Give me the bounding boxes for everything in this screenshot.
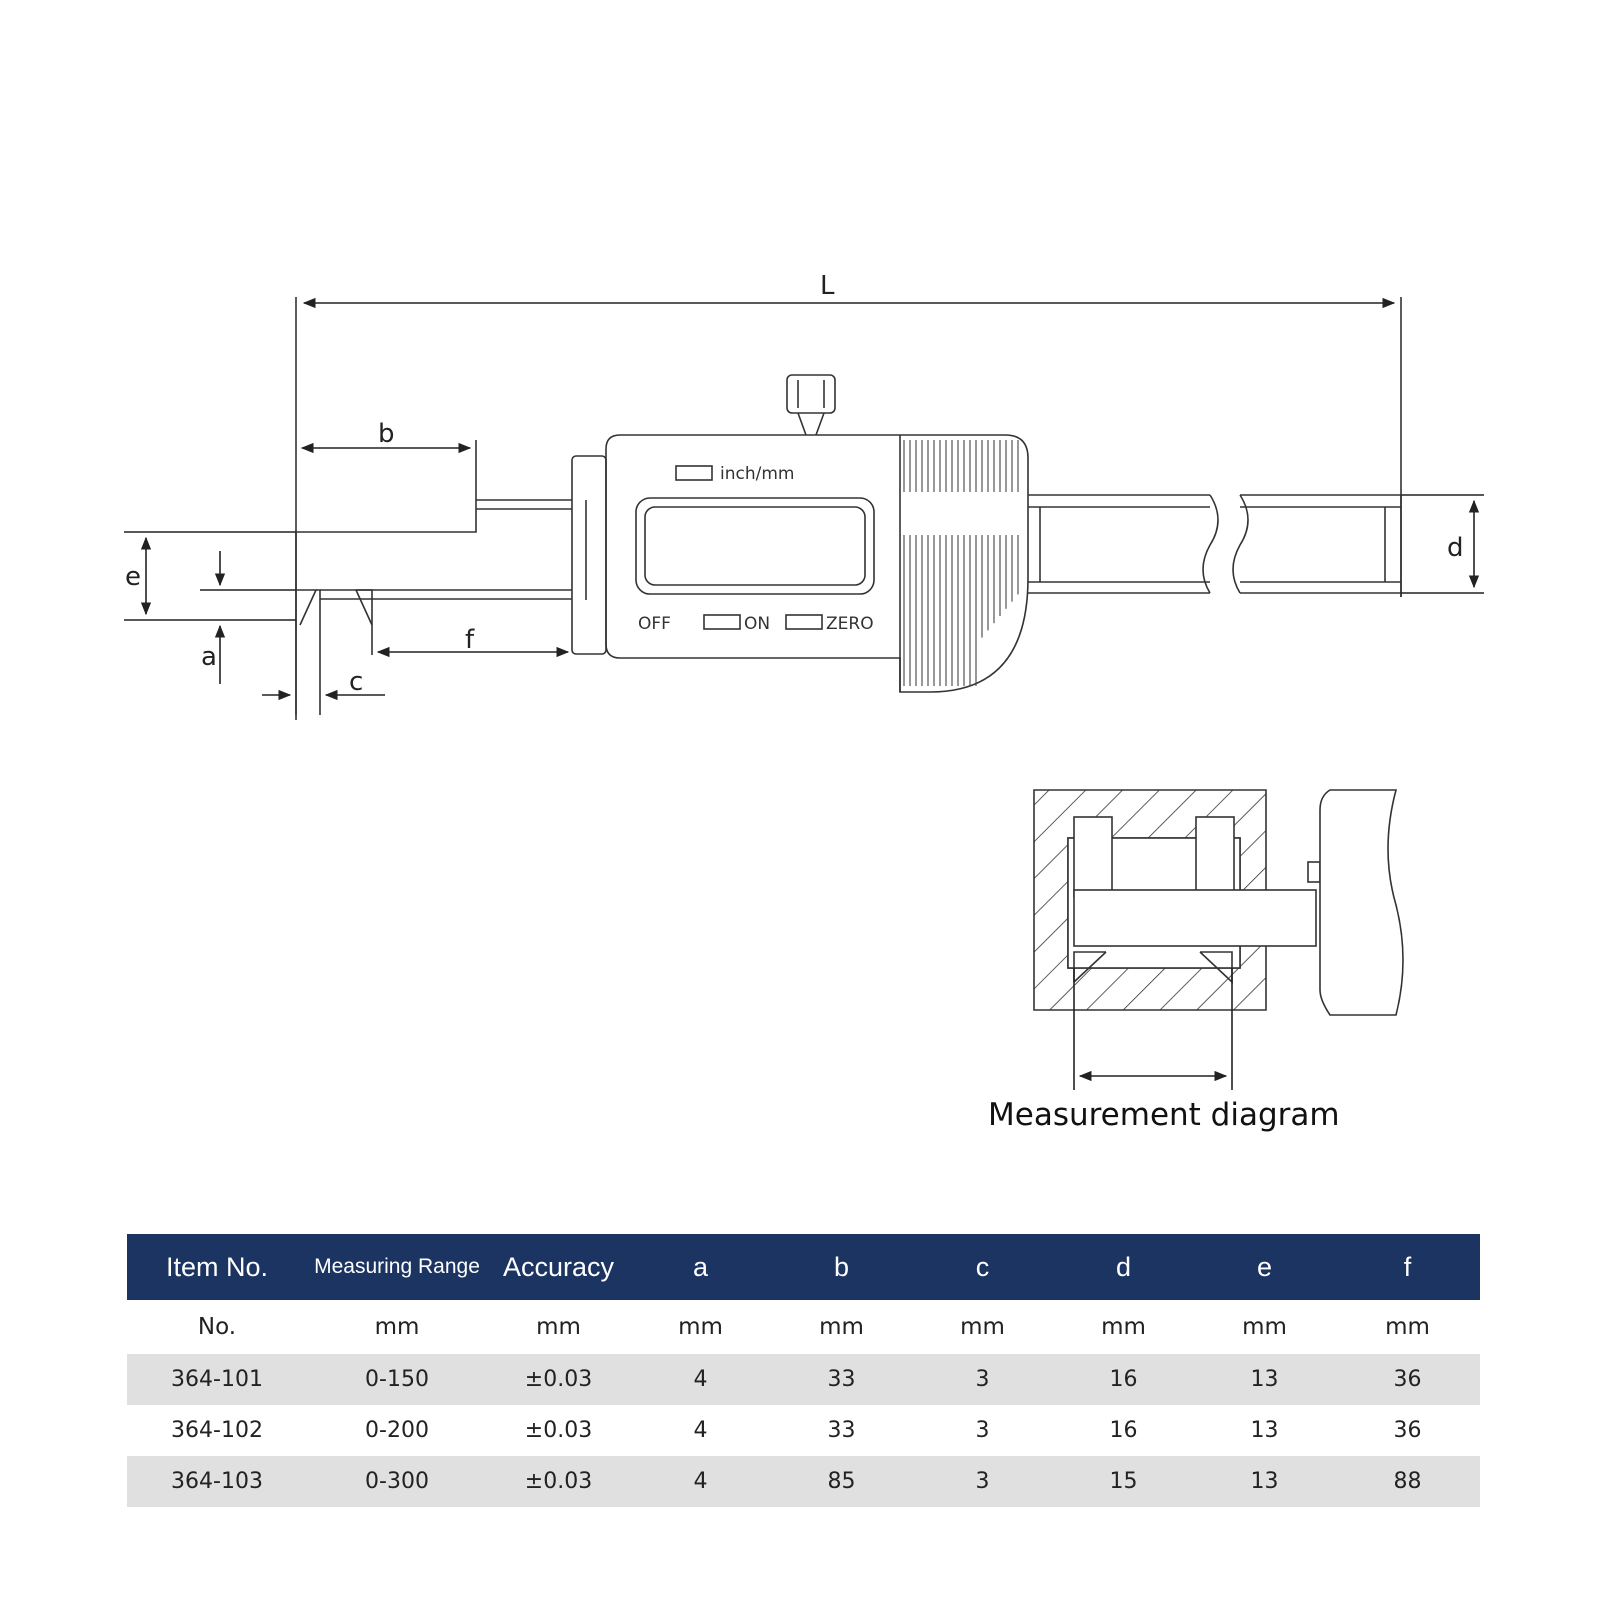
table-cell: 13 — [1194, 1354, 1335, 1405]
table-cell: ±0.03 — [524, 1418, 593, 1443]
unit-button-label: inch/mm — [720, 464, 795, 484]
header-e: e — [1194, 1234, 1335, 1300]
table-cell: 0-150 — [307, 1354, 487, 1405]
dim-label-L: L — [820, 271, 835, 301]
dim-label-a: a — [201, 642, 217, 672]
table-cell: 4 — [630, 1354, 771, 1405]
table-row — [127, 1405, 1480, 1456]
knurl-top — [904, 440, 1018, 492]
table-cell: 13 — [1194, 1456, 1335, 1507]
header-c: c — [912, 1234, 1053, 1300]
header-a: a — [630, 1234, 771, 1300]
on-label: ON — [744, 614, 771, 634]
table-cell: 15 — [1053, 1456, 1194, 1507]
table-cell: 16 — [1053, 1354, 1194, 1405]
unit-cell: mm — [1242, 1314, 1287, 1340]
table-cell: 0-300 — [307, 1456, 487, 1507]
dim-label-c: c — [349, 667, 364, 697]
dim-label-e: e — [125, 562, 141, 592]
table-cell: 364-102 — [171, 1418, 263, 1443]
off-label: OFF — [638, 614, 671, 634]
header-item-no: Item No. — [127, 1234, 307, 1300]
header-b: b — [771, 1234, 912, 1300]
unit-cell: mm — [1385, 1314, 1430, 1340]
unit-cell: mm — [374, 1314, 420, 1340]
table-cell: 13 — [1250, 1418, 1279, 1443]
table-header-row — [127, 1234, 1480, 1300]
dim-label-b: b — [378, 419, 395, 449]
table-cell: 3 — [975, 1418, 990, 1443]
header-d: d — [1053, 1234, 1194, 1300]
table-cell: 364-101 — [127, 1354, 307, 1405]
measurement-diagram — [988, 790, 1403, 1133]
dimension-lines — [124, 303, 1484, 695]
table-cell: 36 — [1335, 1354, 1480, 1405]
zero-label: ZERO — [826, 614, 874, 634]
unit-cell: mm — [678, 1314, 723, 1340]
caliper-outline — [296, 297, 1401, 720]
unit-cell: mm — [1101, 1314, 1146, 1340]
header-accuracy: Accuracy — [487, 1234, 630, 1300]
dim-label-f: f — [465, 625, 475, 655]
table-cell: 33 — [827, 1418, 856, 1443]
unit-cell: No. — [197, 1314, 237, 1340]
table-cell: 3 — [912, 1354, 1053, 1405]
table-cell: 4 — [693, 1418, 708, 1443]
spec-table — [127, 1234, 1480, 1507]
table-cell: 16 — [1109, 1418, 1138, 1443]
header-f: f — [1335, 1234, 1480, 1300]
table-cell: ±0.03 — [487, 1354, 630, 1405]
table-cell: 0-200 — [365, 1418, 429, 1443]
knurl-bottom — [904, 535, 1018, 686]
table-cell: 364-103 — [127, 1456, 307, 1507]
table-row — [127, 1354, 1480, 1405]
table-cell: 88 — [1335, 1456, 1480, 1507]
units-row — [127, 1300, 1480, 1354]
table-cell: 36 — [1393, 1418, 1422, 1443]
table-cell: 3 — [912, 1456, 1053, 1507]
header-measuring-range: Measuring Range — [307, 1234, 487, 1300]
table-cell: 85 — [771, 1456, 912, 1507]
table-row — [127, 1456, 1480, 1507]
table-cell: 33 — [771, 1354, 912, 1405]
measurement-caption: Measurement diagram — [988, 1097, 1340, 1133]
unit-cell: mm — [819, 1314, 864, 1340]
dim-label-d: d — [1447, 533, 1464, 563]
unit-cell: mm — [536, 1314, 581, 1340]
unit-cell: mm — [960, 1314, 1005, 1340]
table-cell: ±0.03 — [487, 1456, 630, 1507]
table-cell: 4 — [630, 1456, 771, 1507]
